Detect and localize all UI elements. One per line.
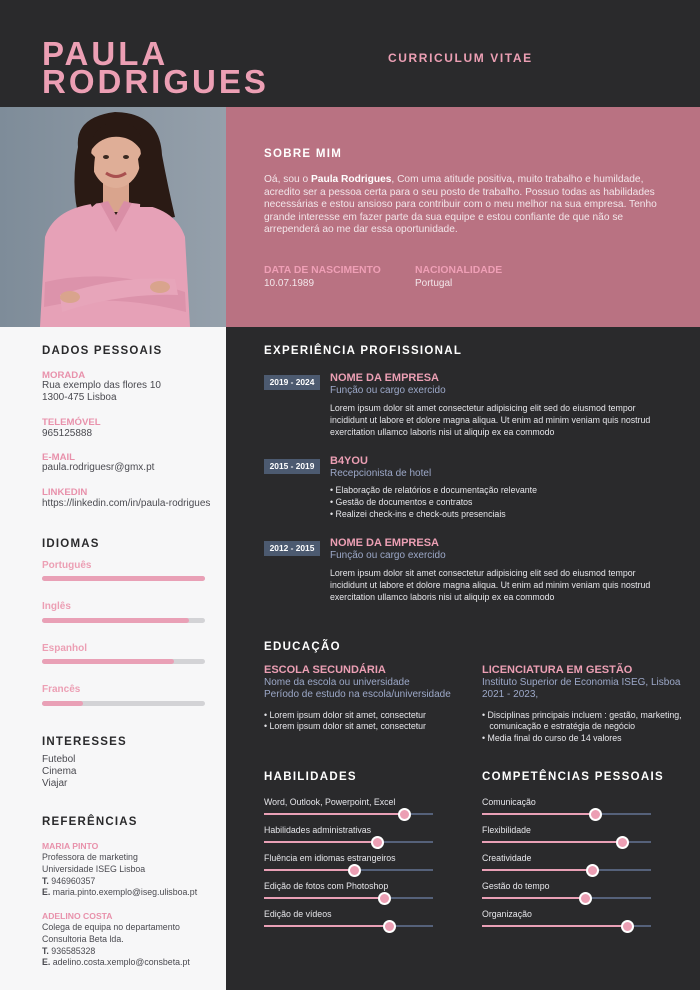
skill-slider-track <box>264 897 433 899</box>
competence-slider-fill <box>482 841 622 843</box>
email-prefix: E. <box>42 887 51 897</box>
left-column <box>0 327 226 990</box>
reference-name: MARIA PINTO <box>42 841 99 851</box>
language-bar <box>42 576 205 581</box>
skill-slider-knob[interactable] <box>398 808 411 821</box>
about-text <box>264 174 664 237</box>
education-line: Instituto Superior de Economia ISEG, Lisboa <box>482 677 681 688</box>
reference-email-value[interactable]: adelino.costa.xemplo@consbeta.pt <box>52 957 190 967</box>
competence-slider-track <box>482 813 651 815</box>
phone-value: 965125888 <box>42 428 93 439</box>
language-bar <box>42 701 205 706</box>
competence-slider-knob[interactable] <box>589 808 602 821</box>
reference-phone <box>42 876 95 888</box>
reference-line: Consultoria Beta lda. <box>42 934 124 944</box>
skills-heading: HABILIDADES <box>264 771 357 783</box>
languages-heading: IDIOMAS <box>42 538 100 550</box>
education-bullet: • Lorem ipsum dolor sit amet, consectetur <box>264 721 426 731</box>
reference-email <box>42 957 190 969</box>
email-label: E-MAIL <box>42 452 76 463</box>
email-value[interactable]: paula.rodriguesr@gmx.pt <box>42 462 155 473</box>
nationality-label: NACIONALIDADE <box>415 265 503 276</box>
experience-years-badge: 2015 - 2019 <box>264 459 320 474</box>
reference-line: Colega de equipa no departamento <box>42 922 180 932</box>
reference-email-value[interactable]: maria.pinto.exemplo@iseg.ulisboa.pt <box>52 887 198 897</box>
competence-label: Gestão do tempo <box>482 881 550 891</box>
skill-slider-fill <box>264 897 384 899</box>
interest-item: Cinema <box>42 766 77 777</box>
skill-slider-fill <box>264 841 377 843</box>
education-title: ESCOLA SECUNDÁRIA <box>264 664 386 676</box>
language-bar-fill <box>42 576 205 581</box>
skill-slider-fill <box>264 925 389 927</box>
skill-slider-knob[interactable] <box>383 920 396 933</box>
birth-value: 10.07.1989 <box>264 278 315 289</box>
competence-slider-fill <box>482 869 592 871</box>
experience-role: Função ou cargo exercido <box>330 385 446 396</box>
education-title: LICENCIATURA EM GESTÃO <box>482 664 633 676</box>
competence-slider-fill <box>482 897 585 899</box>
competence-label: Creatividade <box>482 853 532 863</box>
address-label: MORADA <box>42 370 86 381</box>
education-line: Nome da escola ou universidade <box>264 677 410 688</box>
linkedin-value[interactable]: https://linkedin.com/in/paula-rodrigues <box>42 498 211 509</box>
skill-label: Edição de fotos com Photoshop <box>264 881 389 891</box>
education-line: Período de estudo na escola/universidade <box>264 689 451 700</box>
language-bar <box>42 659 205 664</box>
language-name: Inglês <box>42 601 71 612</box>
address-line1: Rua exemplo das flores 10 <box>42 380 161 391</box>
competence-slider-knob[interactable] <box>579 892 592 905</box>
skill-label: Fluência em idiomas estrangeiros <box>264 853 396 863</box>
phone-label: TELEMÓVEL <box>42 417 101 428</box>
language-name: Português <box>42 560 92 571</box>
skill-slider-fill <box>264 813 404 815</box>
language-bar-fill <box>42 659 174 664</box>
last-name: RODRIGUES <box>42 63 269 100</box>
about-heading: SOBRE MIM <box>264 148 343 160</box>
nationality-value: Portugal <box>415 278 453 289</box>
experience-company: NOME DA EMPRESA <box>330 372 439 384</box>
skill-label: Word, Outlook, Powerpoint, Excel <box>264 797 396 807</box>
skill-slider-fill <box>264 869 354 871</box>
education-bullet: • Media final do curso de 14 valores <box>482 733 622 743</box>
language-bar-fill <box>42 618 189 623</box>
language-name: Francês <box>42 684 81 695</box>
competence-label: Comunicação <box>482 797 536 807</box>
education-line: 2021 - 2023, <box>482 689 539 700</box>
competence-slider-track <box>482 869 651 871</box>
skill-slider-track <box>264 841 433 843</box>
document-title: CURRICULUM VITAE <box>388 51 533 65</box>
phone-prefix: T. <box>42 876 49 886</box>
competence-slider-fill <box>482 813 595 815</box>
skill-slider-track <box>264 925 433 927</box>
experience-role: Recepcionista de hotel <box>330 468 432 479</box>
first-name: PAULA <box>42 35 169 72</box>
experience-years-badge: 2019 - 2024 <box>264 375 320 390</box>
competence-label: Flexibilidade <box>482 825 531 835</box>
competence-slider-track <box>482 897 651 899</box>
about-text-name: Paula Rodrigues <box>311 174 392 185</box>
experience-heading: EXPERIÊNCIA PROFISSIONAL <box>264 345 463 357</box>
experience-bullet: • Realizei check-ins e check-outs presenciais <box>330 509 506 519</box>
education-heading: EDUCAÇÃO <box>264 641 341 653</box>
experience-years-badge: 2012 - 2015 <box>264 541 320 556</box>
education-bullet: • Lorem ipsum dolor sit amet, consectetur <box>264 710 426 720</box>
competence-slider-fill <box>482 925 627 927</box>
competence-slider-knob[interactable] <box>586 864 599 877</box>
skill-slider-knob[interactable] <box>378 892 391 905</box>
profile-photo <box>0 107 226 327</box>
reference-email <box>42 887 197 899</box>
interest-item: Futebol <box>42 754 76 765</box>
interest-item: Viajar <box>42 778 68 789</box>
experience-company: NOME DA EMPRESA <box>330 537 439 549</box>
skill-label: Habilidades administrativas <box>264 825 372 835</box>
experience-bullet: • Gestão de documentos e contratos <box>330 497 473 507</box>
skill-slider-knob[interactable] <box>371 836 384 849</box>
email-prefix: E. <box>42 957 51 967</box>
header <box>0 0 700 107</box>
language-bar <box>42 618 205 623</box>
competence-slider-knob[interactable] <box>621 920 634 933</box>
competence-label: Organização <box>482 909 532 919</box>
language-bar-fill <box>42 701 83 706</box>
reference-line: Professora de marketing <box>42 852 138 862</box>
birth-label: DATA DE NASCIMENTO <box>264 265 381 276</box>
address-line2: 1300-475 Lisboa <box>42 392 117 403</box>
linkedin-label: LINKEDIN <box>42 487 88 498</box>
personal-heading: DADOS PESSOAIS <box>42 345 163 357</box>
reference-name: ADELINO COSTA <box>42 911 113 921</box>
education-bullet: comunicação e estratégia de negócio <box>482 721 636 731</box>
education-bullet: • Disciplinas principais incluem : gestão, marketing, <box>482 710 682 720</box>
skill-label: Edição de vídeos <box>264 909 332 919</box>
references-heading: REFERÊNCIAS <box>42 816 138 828</box>
language-name: Espanhol <box>42 643 88 654</box>
about-text-rest: , Com uma atitude positiva, muito trabalho e humildade, acredito ser a pessoa certa para o seu posto de trabalho. Possuo todas as habilidades necessárias e estou ansioso para contribuir com o meu melhor na sua empresa. Tenho grande interesse em fazer parte da sua equipe e estou confiante de que não se arrependerá ao me dar essa oportunidade. <box>264 174 657 235</box>
experience-role: Função ou cargo exercido <box>330 550 446 561</box>
interests-heading: INTERESSES <box>42 736 127 748</box>
reference-phone-value: 946960357 <box>51 876 96 886</box>
reference-phone-value: 936585328 <box>51 946 96 956</box>
reference-line: Universidade ISEG Lisboa <box>42 864 146 874</box>
phone-prefix: T. <box>42 946 49 956</box>
about-section <box>226 107 700 327</box>
experience-description: Lorem ipsum dolor sit amet consectetur adipisicing elit sed do eiusmod tempor incididunt ut labore et dolore magna aliqua. Ut enim ad minim veniam quis nostrud exercitation ullamco laboris nisi ut aliquip ex ea commodo <box>330 403 651 438</box>
reference-phone <box>42 946 95 958</box>
competences-heading: COMPETÊNCIAS PESSOAIS <box>482 771 664 783</box>
portrait-illustration <box>0 107 226 327</box>
experience-bullet: • Elaboração de relatórios e documentação relevante <box>330 485 538 495</box>
skill-slider-knob[interactable] <box>348 864 361 877</box>
competence-slider-knob[interactable] <box>616 836 629 849</box>
experience-company: B4YOU <box>330 455 368 467</box>
experience-description: Lorem ipsum dolor sit amet consectetur adipisicing elit sed do eiusmod tempor incididunt ut labore et dolore magna aliqua. Ut enim ad minim veniam quis nostrud exercitation ullamco laboris nisi ut aliquip ex ea commodo <box>330 568 651 603</box>
about-text-prefix: Oá, sou o <box>264 174 312 185</box>
